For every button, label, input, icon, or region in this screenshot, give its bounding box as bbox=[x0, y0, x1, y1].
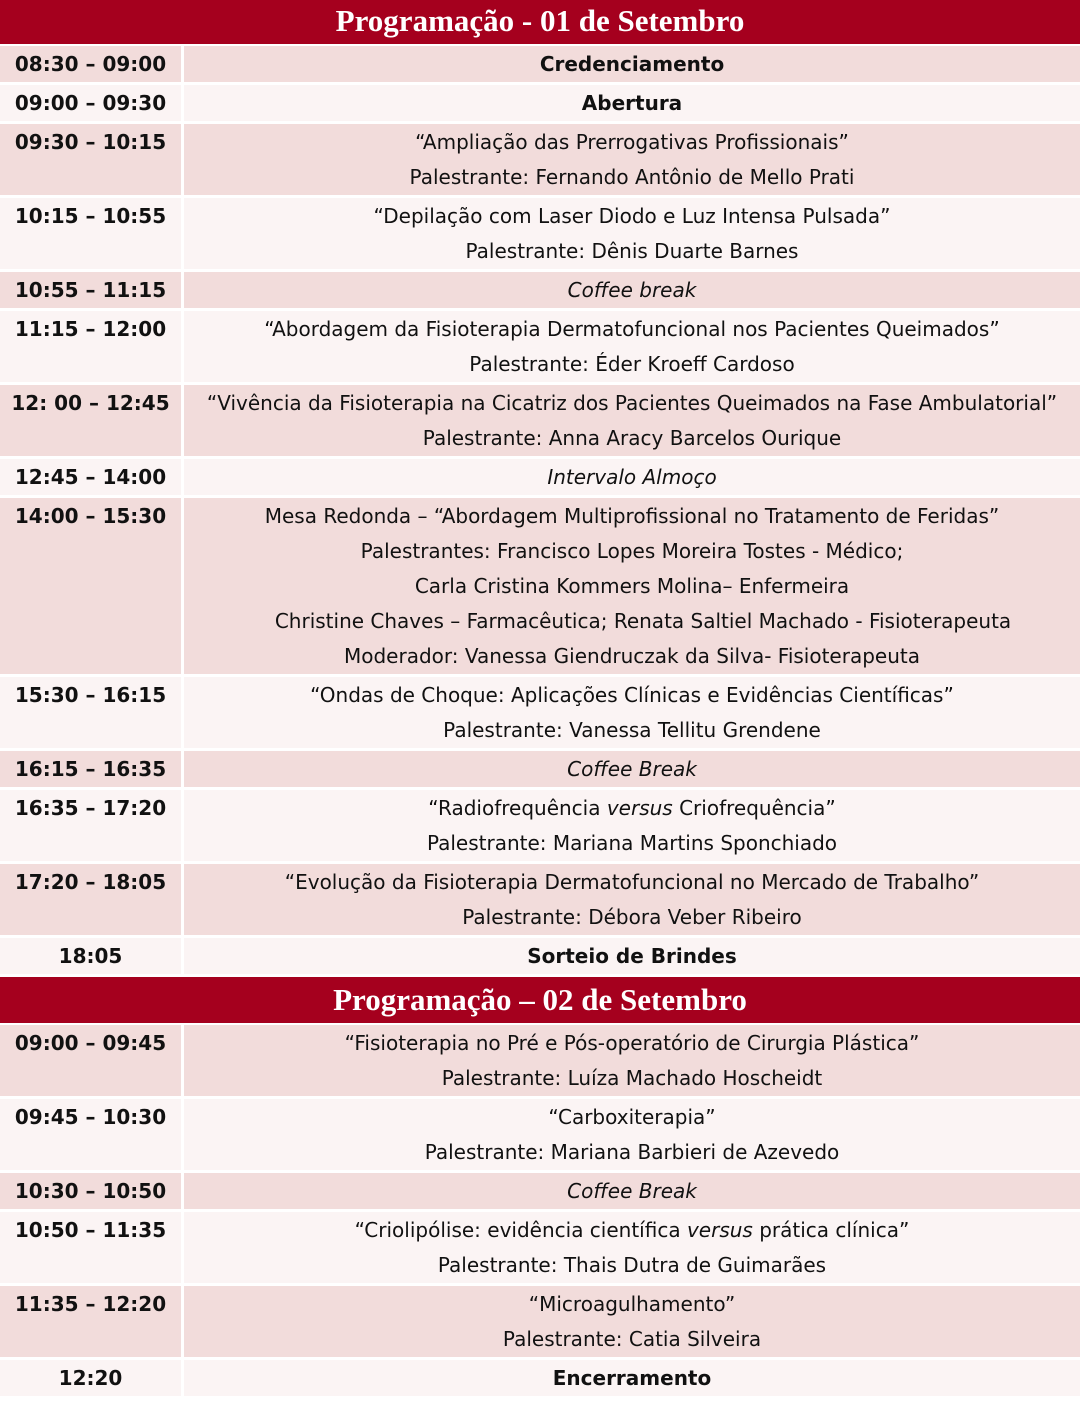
row-time: 15:30 – 16:15 bbox=[0, 677, 184, 748]
table-row bbox=[0, 864, 1080, 938]
row-description bbox=[184, 311, 1080, 382]
row-description bbox=[184, 790, 1080, 861]
table-row bbox=[0, 385, 1080, 459]
row-description bbox=[184, 1099, 1080, 1170]
table-row bbox=[0, 1360, 1080, 1399]
title-part-italic: versus bbox=[606, 796, 673, 820]
session-title: Encerramento bbox=[552, 1366, 712, 1390]
row-description bbox=[184, 198, 1080, 269]
table-row bbox=[0, 1286, 1080, 1360]
row-description bbox=[184, 864, 1080, 935]
session-title bbox=[184, 791, 1080, 826]
row-time: 10:55 – 11:15 bbox=[0, 272, 184, 308]
row-time: 16:35 – 17:20 bbox=[0, 790, 184, 861]
row-description bbox=[184, 85, 1080, 121]
row-description bbox=[184, 938, 1080, 974]
speaker: Palestrante: Mariana Barbieri de Azevedo bbox=[424, 1140, 840, 1164]
row-description bbox=[184, 124, 1080, 195]
row-time: 11:15 – 12:00 bbox=[0, 311, 184, 382]
table-row bbox=[0, 459, 1080, 498]
table-row bbox=[0, 85, 1080, 124]
row-description bbox=[184, 1360, 1080, 1396]
session-title: “Carboxiterapia” bbox=[548, 1105, 716, 1129]
speaker: Palestrante: Débora Veber Ribeiro bbox=[462, 905, 802, 929]
session-title: “Microagulhamento” bbox=[528, 1292, 736, 1316]
title-part-italic: versus bbox=[686, 1218, 753, 1242]
session-title: Mesa Redonda – “Abordagem Multiprofissional no Tratamento de Feridas” bbox=[264, 504, 1000, 528]
speaker: Palestrante: Mariana Martins Sponchiado bbox=[426, 831, 838, 855]
title-part: prática clínica” bbox=[752, 1218, 910, 1242]
row-description bbox=[184, 1286, 1080, 1357]
session-title: “Fisioterapia no Pré e Pós-operatório de Cirurgia Plástica” bbox=[344, 1031, 920, 1055]
speaker: Carla Cristina Kommers Molina– Enfermeira bbox=[414, 574, 850, 598]
session-title: “Depilação com Laser Diodo e Luz Intensa Pulsada” bbox=[373, 204, 891, 228]
row-time: 16:15 – 16:35 bbox=[0, 751, 184, 787]
title-part: “Criolipólise: evidência científica bbox=[354, 1218, 687, 1242]
row-description bbox=[184, 1025, 1080, 1096]
session-title: “Vivência da Fisioterapia na Cicatriz dos Pacientes Queimados na Fase Ambulatorial” bbox=[206, 391, 1058, 415]
speaker: Palestrante: Éder Kroeff Cardoso bbox=[469, 352, 795, 376]
speaker: Christine Chaves – Farmacêutica; Renata Saltiel Machado - Fisioterapeuta bbox=[274, 609, 1012, 633]
session-title: Credenciamento bbox=[539, 52, 725, 76]
speaker: Palestrante: Fernando Antônio de Mello Prati bbox=[409, 165, 855, 189]
moderator: Moderador: Vanessa Giendruczak da Silva- Fisioterapeuta bbox=[343, 644, 920, 668]
row-time: 14:00 – 15:30 bbox=[0, 498, 184, 674]
row-description bbox=[184, 498, 1080, 674]
row-description bbox=[184, 1173, 1080, 1209]
session-title: Coffee Break bbox=[567, 757, 697, 781]
title-part: “Radiofrequência bbox=[428, 796, 607, 820]
session-title: “Evolução da Fisioterapia Dermatofuncional no Mercado de Trabalho” bbox=[284, 870, 980, 894]
table-row bbox=[0, 751, 1080, 790]
row-time: 12:45 – 14:00 bbox=[0, 459, 184, 495]
table-row bbox=[0, 1099, 1080, 1173]
row-time: 09:00 – 09:45 bbox=[0, 1025, 184, 1096]
table-row bbox=[0, 1212, 1080, 1286]
session-title: Coffee break bbox=[567, 278, 697, 302]
speaker: Palestrante: Luíza Machado Hoscheidt bbox=[441, 1066, 823, 1090]
session-title: Coffee Break bbox=[567, 1179, 697, 1203]
day1-title: Programação - 01 de Setembro bbox=[0, 0, 1080, 46]
table-row bbox=[0, 124, 1080, 198]
session-title: Abertura bbox=[581, 91, 683, 115]
table-row bbox=[0, 46, 1080, 85]
row-time: 08:30 – 09:00 bbox=[0, 46, 184, 82]
session-title: “Ondas de Choque: Aplicações Clínicas e Evidências Científicas” bbox=[310, 683, 954, 707]
row-time: 12:20 bbox=[0, 1360, 184, 1396]
row-description bbox=[184, 1212, 1080, 1283]
session-title: “Abordagem da Fisioterapia Dermatofuncional nos Pacientes Queimados” bbox=[264, 317, 1000, 341]
row-description bbox=[184, 751, 1080, 787]
speaker: Palestrante: Vanessa Tellitu Grendene bbox=[443, 718, 821, 742]
table-row bbox=[0, 1173, 1080, 1212]
title-part: Criofrequência” bbox=[672, 796, 836, 820]
row-description bbox=[184, 46, 1080, 82]
table-row bbox=[0, 677, 1080, 751]
table-row bbox=[0, 498, 1080, 677]
row-time: 17:20 – 18:05 bbox=[0, 864, 184, 935]
speaker: Palestrante: Anna Aracy Barcelos Ourique bbox=[422, 426, 842, 450]
session-title: “Ampliação das Prerrogativas Profissionais” bbox=[415, 130, 849, 154]
table-row bbox=[0, 311, 1080, 385]
row-time: 10:30 – 10:50 bbox=[0, 1173, 184, 1209]
table-row bbox=[0, 790, 1080, 864]
row-time: 10:15 – 10:55 bbox=[0, 198, 184, 269]
row-description bbox=[184, 459, 1080, 495]
row-time: 10:50 – 11:35 bbox=[0, 1212, 184, 1283]
row-time: 09:45 – 10:30 bbox=[0, 1099, 184, 1170]
row-time: 12: 00 – 12:45 bbox=[0, 385, 184, 456]
row-description bbox=[184, 272, 1080, 308]
session-title: Intervalo Almoço bbox=[547, 465, 717, 489]
row-description bbox=[184, 385, 1080, 456]
table-row bbox=[0, 938, 1080, 977]
day2-title: Programação – 02 de Setembro bbox=[0, 977, 1080, 1025]
speaker: Palestrante: Thais Dutra de Guimarães bbox=[437, 1253, 827, 1277]
session-title: Sorteio de Brindes bbox=[527, 944, 737, 968]
table-row bbox=[0, 198, 1080, 272]
row-time: 09:30 – 10:15 bbox=[0, 124, 184, 195]
speaker: Palestrante: Catia Silveira bbox=[502, 1327, 762, 1351]
row-time: 18:05 bbox=[0, 938, 184, 974]
row-description bbox=[184, 677, 1080, 748]
speaker: Palestrante: Dênis Duarte Barnes bbox=[465, 239, 799, 263]
table-row bbox=[0, 1025, 1080, 1099]
row-time: 09:00 – 09:30 bbox=[0, 85, 184, 121]
row-time: 11:35 – 12:20 bbox=[0, 1286, 184, 1357]
session-title bbox=[184, 1213, 1080, 1248]
speaker: Palestrantes: Francisco Lopes Moreira Tostes - Médico; bbox=[360, 539, 904, 563]
table-row bbox=[0, 272, 1080, 311]
